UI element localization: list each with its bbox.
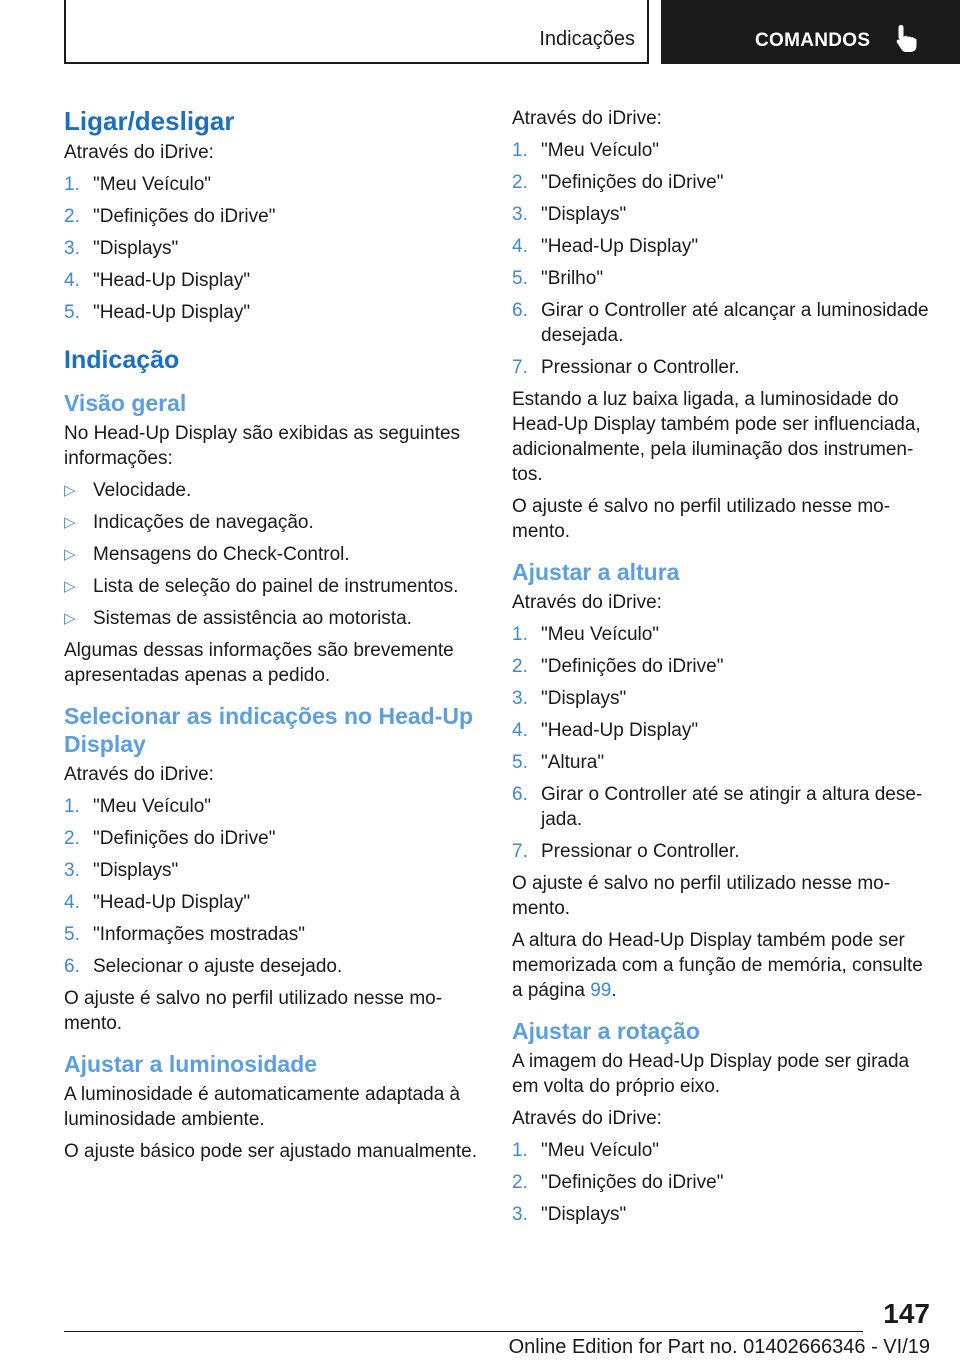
steps-selecionar bbox=[64, 794, 479, 979]
list-item: 6. Selecionar o ajuste desejado. bbox=[64, 956, 343, 977]
list-item: 4. "Head-Up Display" bbox=[512, 236, 699, 257]
triangle-right-icon: ▷ bbox=[64, 546, 76, 563]
list-item: 2. "Definições do iDrive" bbox=[64, 206, 276, 227]
paragraph: Através do iDrive: bbox=[64, 142, 214, 163]
list-item: 1. "Meu Veículo" bbox=[512, 140, 660, 161]
paragraph: Algumas dessas informações são brevemente apresentadas apenas a pedido. bbox=[64, 640, 454, 686]
list-item: 1. "Meu Veículo" bbox=[512, 1140, 660, 1161]
triangle-right-icon: ▷ bbox=[64, 578, 76, 595]
heading-ajustar-rotacao: Ajustar a rotação bbox=[512, 1018, 700, 1044]
heading-ajustar-altura: Ajustar a altura bbox=[512, 559, 680, 585]
footer-divider bbox=[64, 1331, 863, 1332]
list-item: 6. Girar o Controller até alcançar a luminosidade desejada. bbox=[512, 300, 929, 346]
right-column bbox=[512, 100, 932, 1234]
paragraph: O ajuste é salvo no perfil utilizado nesse mo-mento. bbox=[64, 988, 443, 1034]
paragraph: Através do iDrive: bbox=[512, 108, 662, 129]
list-item: 4. "Head-Up Display" bbox=[512, 720, 699, 741]
list-item: ▷ Indicações de navegação. bbox=[64, 512, 314, 533]
list-item: 5. "Altura" bbox=[512, 752, 605, 773]
paragraph: A luminosidade é automaticamente adaptada à luminosidade ambiente. bbox=[64, 1084, 461, 1130]
list-item: 4. "Head-Up Display" bbox=[64, 270, 251, 291]
list-item: ▷ Lista de seleção do painel de instrumentos. bbox=[64, 576, 459, 597]
list-item: 7. Pressionar o Controller. bbox=[512, 841, 740, 862]
bullets-visao bbox=[64, 478, 479, 631]
list-item: 1. "Meu Veículo" bbox=[512, 624, 660, 645]
steps-luminosidade bbox=[512, 138, 932, 380]
steps-altura bbox=[512, 622, 932, 864]
paragraph: Através do iDrive: bbox=[512, 592, 662, 613]
paragraph: Através do iDrive: bbox=[512, 1108, 662, 1129]
list-item: 2. "Definições do iDrive" bbox=[512, 656, 724, 677]
list-item: 2. "Definições do iDrive" bbox=[512, 1172, 724, 1193]
list-item: 6. Girar o Controller até se atingir a altura dese-jada. bbox=[512, 784, 923, 830]
edition-text: Online Edition for Part no. 01402666346 - VI/19 bbox=[508, 1336, 930, 1358]
section-title: Indicações bbox=[539, 28, 635, 50]
list-item: 4. "Head-Up Display" bbox=[64, 892, 251, 913]
list-item: 2. "Definições do iDrive" bbox=[512, 172, 724, 193]
paragraph: Através do iDrive: bbox=[64, 764, 214, 785]
heading-ajustar-luminosidade: Ajustar a luminosidade bbox=[64, 1051, 318, 1077]
list-item: 3. "Displays" bbox=[64, 238, 179, 259]
list-item: 1. "Meu Veículo" bbox=[64, 174, 212, 195]
paragraph: No Head-Up Display são exibidas as seguintes informações: bbox=[64, 423, 461, 469]
heading-indicacao: Indicação bbox=[64, 346, 180, 374]
paragraph-memoria: A altura do Head-Up Display também pode ser memorizada com a função de memória, consulte a página 99. bbox=[512, 930, 923, 1001]
paragraph: Estando a luz baixa ligada, a luminosidade do Head-Up Display também pode ser influenciada, adicionalmente, pela iluminação dos instrumen-tos. bbox=[512, 389, 921, 485]
list-item: 2. "Definições do iDrive" bbox=[64, 828, 276, 849]
heading-ligar-desligar: Ligar/desligar bbox=[64, 106, 235, 136]
page-link[interactable]: 99 bbox=[590, 980, 612, 1001]
paragraph: O ajuste é salvo no perfil utilizado nesse mo-mento. bbox=[512, 496, 891, 542]
heading-visao-geral: Visão geral bbox=[64, 390, 187, 416]
list-item: 3. "Displays" bbox=[64, 860, 179, 881]
paragraph: O ajuste é salvo no perfil utilizado nesse mo-mento. bbox=[512, 873, 891, 919]
list-item: 3. "Displays" bbox=[512, 204, 627, 225]
list-item: ▷ Sistemas de assistência ao motorista. bbox=[64, 608, 412, 629]
list-item: 1. "Meu Veículo" bbox=[64, 796, 212, 817]
triangle-right-icon: ▷ bbox=[64, 482, 76, 499]
chapter-tab-label: COMANDOS bbox=[755, 30, 871, 51]
triangle-right-icon: ▷ bbox=[64, 610, 76, 627]
pointing-hand-icon bbox=[895, 24, 921, 54]
left-column bbox=[64, 100, 479, 1171]
list-item: ▷ Mensagens do Check-Control. bbox=[64, 544, 350, 565]
chapter-tab bbox=[661, 0, 960, 64]
heading-selecionar-indicacoes: Selecionar as indicações no Head-Up Display bbox=[64, 703, 474, 757]
list-item: 5. "Head-Up Display" bbox=[64, 302, 251, 323]
page-number: 147 bbox=[883, 1298, 930, 1329]
list-item: 7. Pressionar o Controller. bbox=[512, 357, 740, 378]
paragraph: A imagem do Head-Up Display pode ser girada em volta do próprio eixo. bbox=[512, 1051, 910, 1097]
list-item: ▷ Velocidade. bbox=[64, 480, 192, 501]
list-item: 3. "Displays" bbox=[512, 688, 627, 709]
paragraph: O ajuste básico pode ser ajustado manualmente. bbox=[64, 1141, 477, 1162]
list-item: 3. "Displays" bbox=[512, 1204, 627, 1225]
steps-ligar bbox=[64, 172, 479, 325]
steps-rotacao bbox=[512, 1138, 932, 1227]
list-item: 5. "Brilho" bbox=[512, 268, 604, 289]
list-item: 5. "Informações mostradas" bbox=[64, 924, 306, 945]
triangle-right-icon: ▷ bbox=[64, 514, 76, 531]
